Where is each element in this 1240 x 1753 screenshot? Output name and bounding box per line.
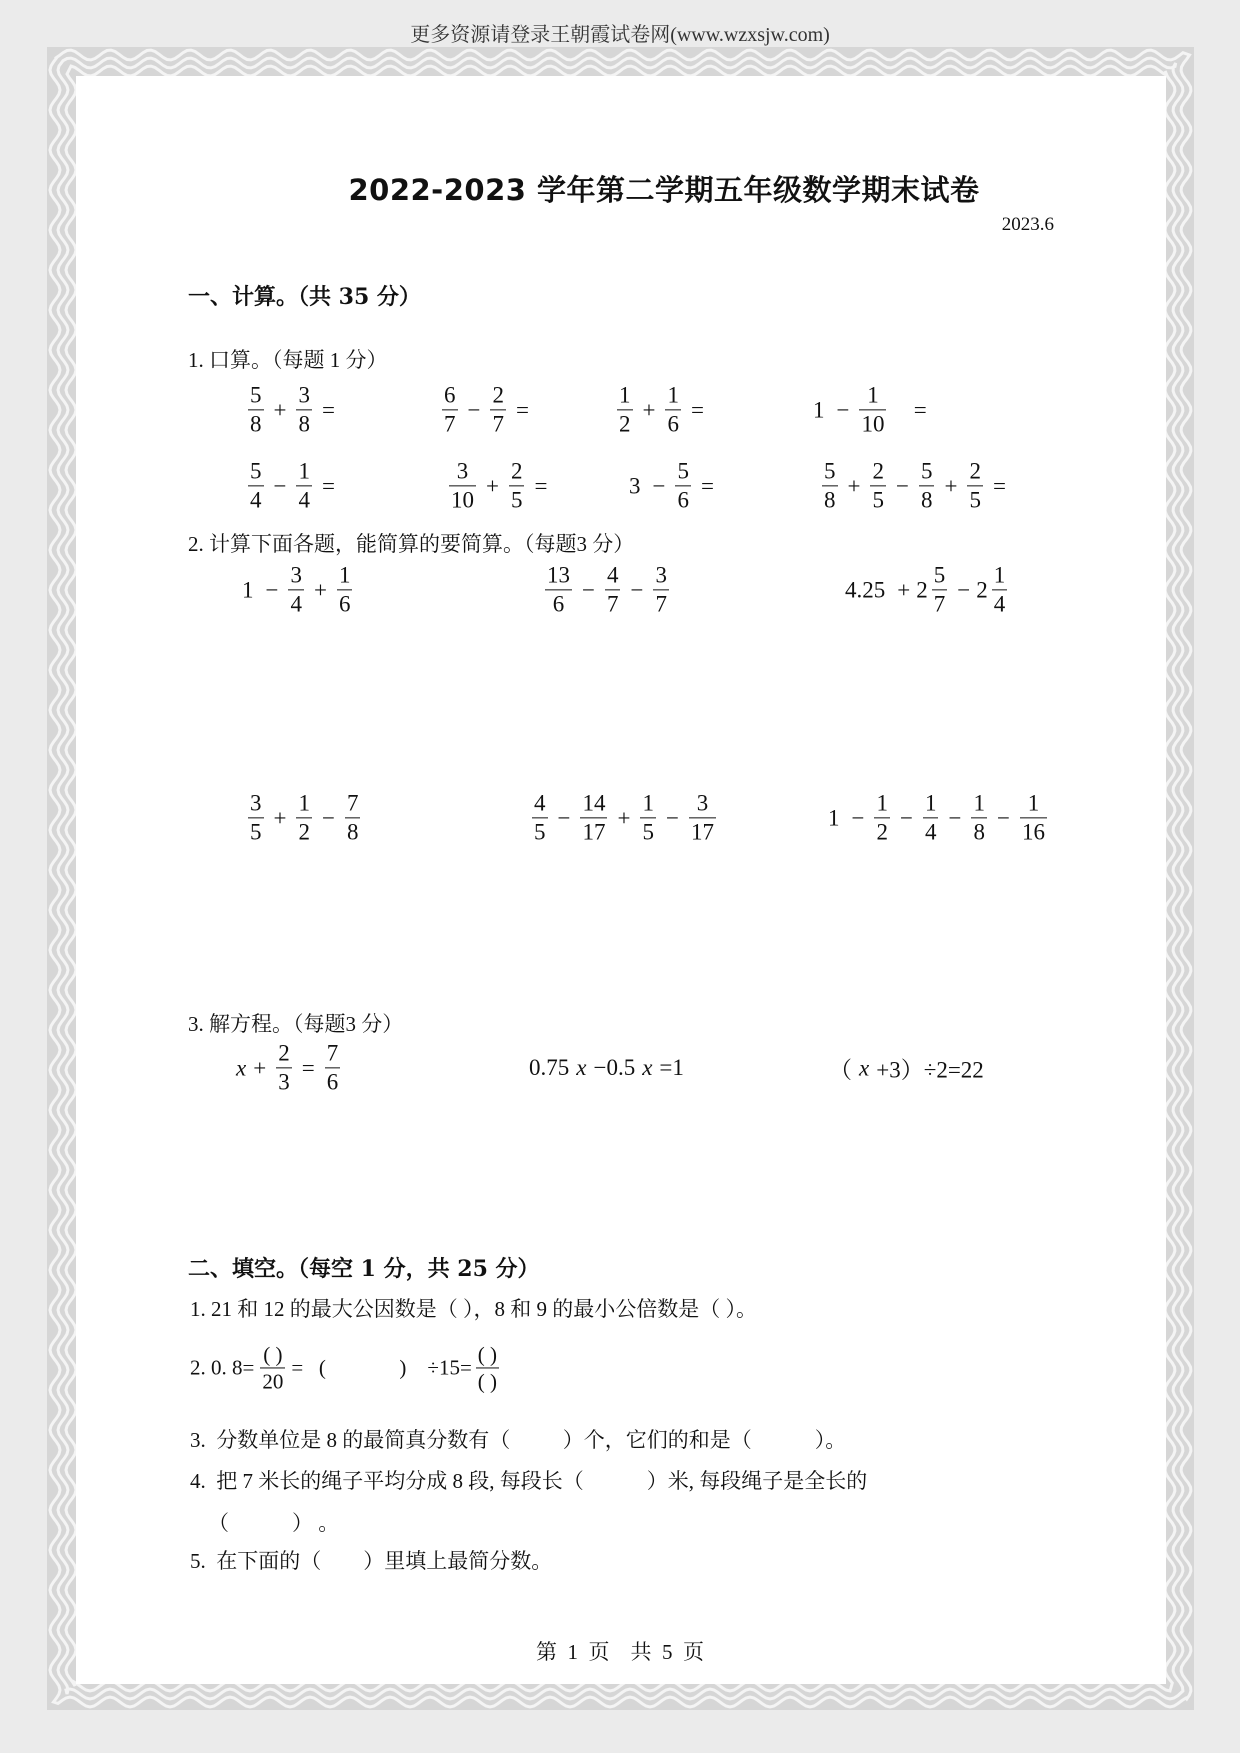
fraction — [605, 563, 621, 616]
denominator: 7 — [933, 591, 946, 617]
denominator: 7 — [606, 591, 619, 617]
numerator: 1 — [876, 790, 888, 816]
operator: = — [301, 1055, 315, 1080]
mixed-number — [976, 563, 1011, 616]
math-expression — [244, 383, 341, 436]
denominator: 20 — [262, 1369, 284, 1394]
numerator: 1 — [973, 790, 985, 816]
denominator: 8 — [973, 819, 985, 845]
denominator: 7 — [444, 411, 456, 437]
fraction — [617, 383, 633, 436]
operator: + — [617, 805, 631, 830]
operator: + — [847, 473, 861, 498]
fill-item-5: 5. 在下面的（ ）里填上最简分数。 — [190, 1549, 553, 1573]
numerator: 3 — [456, 458, 469, 484]
fraction — [967, 459, 983, 512]
numerator: 1 — [993, 562, 1006, 588]
operator: = — [321, 473, 335, 498]
fraction — [689, 791, 716, 844]
math-expression — [823, 1052, 990, 1085]
operator: − — [957, 577, 971, 602]
numerator: 2 — [510, 458, 523, 484]
operator: + — [253, 1055, 267, 1080]
numerator: 3 — [696, 790, 709, 816]
denominator: 4 — [250, 487, 262, 513]
variable: x — [236, 1055, 247, 1080]
operator: + — [273, 805, 287, 830]
numerator: 5 — [250, 382, 262, 408]
numerator: 14 — [582, 790, 606, 816]
numerator: 7 — [346, 790, 359, 816]
numerator: 2 — [492, 382, 504, 408]
fraction — [859, 383, 886, 436]
numerator: 1 — [619, 382, 631, 408]
operator: − — [899, 805, 913, 830]
fraction — [653, 563, 669, 616]
numerator: 1 — [298, 790, 310, 816]
numerator: 3 — [655, 562, 667, 588]
denominator: 6 — [338, 591, 351, 617]
fraction — [276, 1041, 292, 1094]
operator: 1 — [828, 805, 840, 830]
operator: −0.5 — [593, 1055, 636, 1080]
denominator: 6 — [667, 411, 679, 437]
numerator: 7 — [326, 1040, 339, 1066]
fraction — [296, 791, 312, 844]
fraction — [337, 563, 353, 616]
denominator: 8 — [824, 487, 836, 513]
math-expression — [244, 459, 341, 512]
operator: − — [273, 473, 287, 498]
fraction — [640, 791, 656, 844]
operator: + — [642, 397, 656, 422]
fraction — [932, 563, 948, 616]
denominator: 6 — [326, 1069, 339, 1095]
numerator: 4 — [534, 790, 546, 816]
page-number: 第 1 页 共 5 页 — [536, 1640, 704, 1664]
fraction — [325, 1041, 341, 1094]
fraction — [532, 791, 548, 844]
numerator: 1 — [867, 382, 879, 408]
math-expression — [438, 383, 535, 436]
fraction — [580, 791, 607, 844]
numerator: 1 — [642, 790, 654, 816]
denominator: 17 — [582, 819, 606, 845]
numerator: 2 — [969, 458, 981, 484]
fraction — [919, 459, 935, 512]
fraction — [665, 383, 681, 436]
page-title: 2022-2023 学年第二学期五年级数学期末试卷 — [348, 173, 980, 207]
numerator: 6 — [444, 382, 456, 408]
operator: − — [851, 805, 865, 830]
math-expression — [807, 383, 933, 436]
operator: − — [836, 397, 850, 422]
operator: 1 — [242, 577, 254, 602]
denominator: 5 — [872, 487, 884, 513]
denominator: 5 — [510, 487, 523, 513]
numerator: 5 — [933, 562, 946, 588]
section2-heading: 二、填空。（每空 1 分，共 25 分） — [188, 1256, 540, 1282]
operator: − — [557, 805, 571, 830]
fraction — [822, 459, 838, 512]
denominator: 4 — [924, 819, 937, 845]
operator: +3）÷2=22 — [876, 1057, 984, 1083]
denominator: 4 — [290, 591, 302, 617]
denominator: 2 — [876, 819, 888, 845]
numerator-blank: ( ) — [263, 1342, 283, 1367]
math-expression — [541, 563, 673, 616]
numerator: 1 — [924, 790, 937, 816]
fraction — [490, 383, 506, 436]
math-expression — [445, 459, 553, 512]
operator: 0.75 — [529, 1055, 570, 1080]
q3-label: 3. 解方程。（每题3 分） — [188, 1012, 404, 1036]
operator: = — [321, 397, 335, 422]
operator: （ — [829, 1057, 852, 1083]
numerator: 1 — [1027, 790, 1040, 816]
denominator: 2 — [619, 411, 631, 437]
operator: − — [665, 805, 679, 830]
math-expression — [523, 1055, 690, 1081]
mixed-number — [916, 563, 951, 616]
denominator: 7 — [655, 591, 667, 617]
denominator: 3 — [278, 1069, 290, 1095]
operator: + — [313, 577, 327, 602]
numerator: 4 — [606, 562, 619, 588]
operator: = — [515, 397, 529, 422]
numerator: 3 — [250, 790, 262, 816]
fraction — [992, 563, 1008, 616]
denominator: 8 — [298, 411, 310, 437]
numerator: 3 — [298, 382, 310, 408]
denominator: 6 — [545, 590, 572, 617]
numerator: 5 — [250, 458, 262, 484]
fraction — [675, 459, 691, 512]
numerator: 5 — [824, 458, 836, 484]
fraction — [971, 791, 987, 844]
operator: − — [467, 397, 481, 422]
numerator: 5 — [677, 458, 689, 484]
operator: − — [630, 577, 644, 602]
whole-part: 2 — [976, 577, 988, 602]
fill-item-2-prefix: 2. 0. 8= — [190, 1355, 255, 1380]
fill-item-2-middle: = ( ) ÷15= — [291, 1355, 472, 1380]
operator: = — [534, 473, 548, 498]
math-expression — [822, 791, 1051, 844]
fraction — [296, 459, 312, 512]
fraction — [345, 791, 361, 844]
fill-item-4: 4. 把 7 米长的绳子平均分成 8 段, 每段长（ ）米, 每段绳子是全长的 — [190, 1469, 868, 1493]
denominator: 8 — [346, 819, 359, 845]
fraction — [248, 383, 264, 436]
math-expression — [236, 563, 356, 616]
math-expression — [839, 563, 1011, 616]
fraction — [288, 563, 304, 616]
operator: 1 — [813, 397, 825, 422]
variable: x — [576, 1055, 587, 1080]
numerator: 5 — [920, 458, 933, 484]
fill-item-3: 3. 分数单位是 8 的最简真分数有（ ）个，它们的和是（ ）。 — [190, 1428, 847, 1452]
denominator: 17 — [690, 819, 714, 845]
fraction — [509, 459, 525, 512]
operator: − — [582, 577, 595, 602]
fraction — [296, 383, 312, 436]
operator: − — [321, 805, 335, 830]
math-expression — [613, 383, 710, 436]
variable: x — [642, 1055, 653, 1080]
operator: 3 — [629, 473, 641, 498]
operator: = — [992, 473, 1006, 498]
math-expression — [818, 459, 1012, 512]
numerator: 2 — [278, 1040, 290, 1066]
operator: + — [273, 397, 287, 422]
denominator: 6 — [677, 487, 689, 513]
fraction — [260, 1343, 285, 1392]
variable: x — [859, 1055, 870, 1080]
operator: + — [897, 577, 911, 602]
fraction — [476, 1343, 499, 1392]
numerator-blank: ( ) — [477, 1342, 498, 1367]
denominator: 8 — [920, 487, 933, 513]
numerator: 1 — [298, 458, 310, 484]
section1-heading: 一、计算。（共 35 分） — [188, 284, 421, 310]
operator: + — [486, 473, 499, 498]
denominator: 10 — [861, 411, 885, 437]
fraction — [1020, 791, 1047, 844]
denominator: 2 — [298, 819, 310, 845]
operator: =1 — [659, 1055, 684, 1080]
fraction — [248, 459, 264, 512]
operator: = — [690, 397, 704, 422]
fraction — [870, 459, 886, 512]
operator: + — [944, 473, 958, 498]
denominator: 16 — [1021, 819, 1045, 845]
fraction — [874, 791, 890, 844]
fraction — [442, 383, 458, 436]
denominator: 4 — [298, 487, 310, 513]
q1-label: 1. 口算。（每题 1 分） — [188, 348, 388, 372]
q2-label: 2. 计算下面各题，能简算的要简算。（每题3 分） — [188, 532, 635, 556]
numerator: 3 — [290, 562, 302, 588]
operator: − — [652, 473, 666, 498]
denominator: 8 — [250, 411, 262, 437]
denominator: 5 — [969, 487, 981, 513]
fill-item-2 — [190, 1343, 503, 1392]
denominator: 5 — [642, 819, 654, 845]
operator: − — [996, 805, 1010, 830]
fill-item-1: 1. 21 和 12 的最大公因数是（ ），8 和 9 的最小公倍数是（ ）。 — [190, 1297, 757, 1321]
fill-item-4-continued: （ ） 。 — [208, 1511, 340, 1535]
operator: = — [896, 397, 927, 422]
operator: = — [700, 473, 714, 498]
math-expression — [528, 791, 720, 844]
math-expression — [235, 1041, 344, 1094]
denominator: 5 — [250, 819, 262, 845]
denominator: 7 — [492, 411, 504, 437]
numerator: 1 — [338, 562, 351, 588]
denominator-blank: ( ) — [477, 1369, 498, 1394]
fraction — [923, 791, 939, 844]
whole-part: 2 — [916, 577, 928, 602]
fraction — [449, 459, 476, 512]
numerator: 1 — [667, 382, 679, 408]
denominator: 4 — [993, 591, 1006, 617]
watermark-header: 更多资源请登录王朝霞试卷网(www.wzxsjw.com) — [410, 24, 830, 46]
math-expression — [244, 791, 364, 844]
operator: − — [265, 577, 279, 602]
fraction — [248, 791, 264, 844]
denominator: 10 — [451, 487, 474, 513]
numerator: 13 — [547, 562, 570, 588]
numerator: 2 — [872, 458, 884, 484]
operator: − — [948, 805, 962, 830]
fraction — [545, 563, 572, 616]
operator: − — [895, 473, 909, 498]
exam-date: 2023.6 — [1001, 214, 1054, 235]
operator: 4.25 — [845, 577, 886, 602]
denominator: 5 — [534, 819, 546, 845]
math-expression — [623, 459, 720, 512]
